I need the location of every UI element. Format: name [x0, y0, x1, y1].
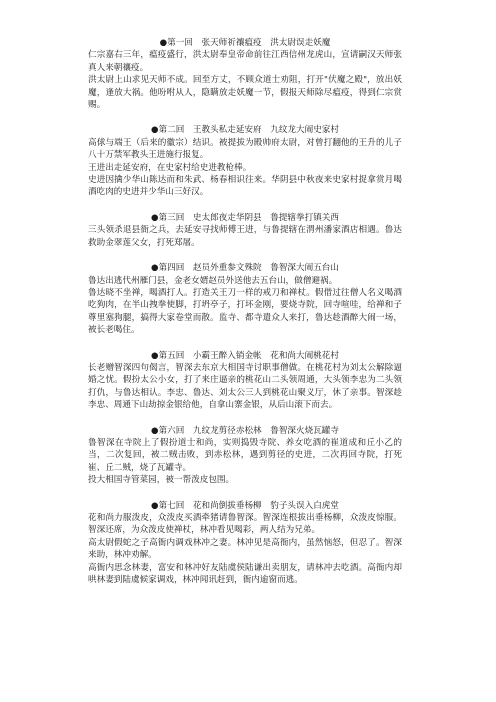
chapter-paragraph: 投大相国寺管菜园，被一帮泼皮包围。	[88, 475, 235, 486]
chapter-paragraph: 鲁达晓不坐禅，喝酒打人。打造关王刀一样的戒刀和禅杖。假借过往僧人名义喝酒吃狗肉，在半山拽拳使脚，打坍亭子，打坏金刚，要烧寺院，回寺喧哇，给禅和子尊里塞狗腿，搞得大家卷堂而散。监寺、都寺遣众人来打，鲁达趁酒醉大闹一场，被长老喝住。	[88, 287, 402, 336]
chapter-paragraph: 高衙内思念林妻，富安和林冲好友陆虞侯陆谦出卖朋友，请林冲去吃酒。高衙内却哄林妻到陆虞候家调戏，林冲闻讯赶到，衙内逾窗而逃。	[88, 562, 402, 586]
chapter-title: ●第五回 小霸王醉入销金帐 花和尚大闹桃花村	[151, 350, 339, 361]
chapter-paragraph: 高俅与端王（后来的徽宗）结识。被提拔为殿帅府太尉，对曾打翻他的王升的儿子八十万禁军教头王进施行报复。	[88, 137, 402, 161]
chapter-4	[88, 262, 402, 336]
chapter-paragraph: 长老赠智深四句偈言，智深去东京大相国寺讨职事僧做。在桃花村为刘太公解除逼婚之忧。假扮太公小女，打了来庄逼亲的桃花山二头领周通，大头领李忠为二头领打仇，与鲁达相认。李忠、鲁达、刘太公三人到桃花山聚义厅，休了亲事。智深趁李忠、周通下山劫掠金银给他，自拿山寨金银，从后山滚下而去。	[88, 362, 402, 411]
chapter-paragraph: 高太尉假蛇之子高衙内调戏林冲之妻。林冲见是高衙内，虽然恼怒，但忍了。智深来助，林冲劝解。	[88, 537, 402, 561]
chapter-paragraph: 鲁智深在寺院上了假扮道士和尚，实则捣毁寺院、养女吃酒的崔道成和丘小乙的当，二次复回，被二贼击败，到赤松林，遇到剪径的史进，二次再回寺院，打死崔、丘二贼，烧了瓦罐寺。	[88, 437, 402, 473]
chapter-paragraph: 史进因擒少华山陈达而和朱武、杨春相识往来。华阴县中秋夜来史家村捉拿赏月喝酒吃肉的史进并少华山三好汉。	[88, 175, 402, 198]
chapter-title: ●第一回 张天师祈禳瘟疫 洪太尉误走妖魔	[159, 38, 331, 48]
chapter-title: ●第七回 花和尚倒拔垂杨柳 豹子头误入白虎堂	[151, 500, 339, 511]
chapter-2	[88, 124, 402, 198]
chapter-paragraph: 三头领杀退县衙之兵，去延安寻找师傅王进，与鲁提辖在渭州潘家酒店相遇。鲁达救助金翠莲父女，打死郑屠。	[88, 225, 402, 248]
chapter-6	[88, 425, 402, 487]
chapter-paragraph: 鲁达出逃代州雁门县，金老女婿赵员外送他去五台山，做僧避祸。	[88, 275, 338, 286]
chapter-7	[88, 500, 402, 587]
chapter-title: ●第二回 王教头私走延安府 九纹龙大闹史家村	[151, 125, 339, 136]
chapter-paragraph: 仁宗嘉右三年，瘟疫盛行，洪太尉奉皇帝命前往江西信州龙虎山，宣请嗣汉天师张真人来朝禳疫。	[88, 50, 402, 73]
chapter-1	[88, 37, 402, 111]
chapter-paragraph: 花和尚力服泼皮，众泼皮买酒牵猪请鲁智深。智深连根拔出垂杨柳，众泼皮惊服。智深还席，为众泼皮使禅杖，林冲看见喝彩，两人结为兄弟。	[88, 513, 402, 536]
document-page	[88, 37, 402, 599]
chapter-title: ●第六回 九纹龙剪径赤松林 鲁智深火烧瓦罐寺	[151, 425, 339, 436]
chapter-title: ●第三回 史太郎夜走华阴县 鲁提辖拳打镇关西	[151, 212, 339, 223]
chapter-paragraph: 洪太尉上山求见天师不成。回至方丈，不顾众道士劝阻，打开"伏魔之殿"，放出妖魔，逢放大祸。他吩咐从人，隐瞒放走妖魔一节，假报天师除尽瘟疫，得到仁宗赏赐。	[88, 75, 402, 111]
chapter-3	[88, 212, 402, 249]
chapter-paragraph: 王进出走延安府，在史家村给史进教枪棒。	[88, 162, 252, 173]
chapter-title: ●第四回 赵员外重参文殊院 鲁智深大闹五台山	[151, 263, 339, 274]
chapter-5	[88, 350, 402, 412]
